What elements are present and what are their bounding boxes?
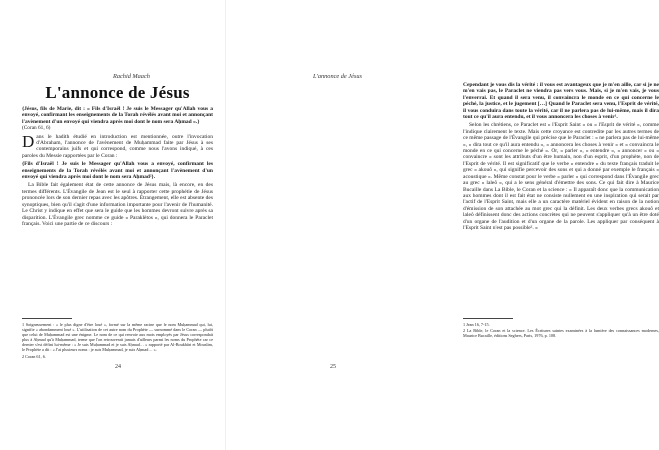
opening-quote-reference: (Coran 61, 6) xyxy=(22,125,51,132)
right-page xyxy=(225,0,659,450)
footnote-1-right: 1 Jean 16, 7-15. xyxy=(463,322,490,327)
right-body xyxy=(463,82,659,231)
footnote-rule-right xyxy=(463,318,513,319)
left-body xyxy=(22,106,213,227)
paragraph-paraclete: Selon les chrétiens, ce Paraclet est « l'Esprit Saint » ou « l'Esprit de vérité », comme l'indique clairement le texte. Mais cette croyance est contredite par les autres termes de ce même passage de l'Évangile qui précise que le Paraclet : « ne parlera pas de lui-même », « dira tout ce qu'il aura entendu », « annoncera les choses à venir » et « convaincra le monde en ce qui concerne le péché ». Or, « parler », « entendre », « annoncer » ou « convaincre » sont les attributs d'un être humain, non d'un esprit, d'un prophète, non de l'Esprit de vérité. Il est significatif que le verbe « entendre » du texte français traduit le grec « akouô », qui signifie percevoir des sons et qui a donné par exemple le français « acoustique ». Même constat pour le verbe « parler » qui correspond dans l'Évangile grec au grec « laleô », qui a le sens général d'émettre des sons. Ce qui fait dire à Maurice Bucaille dans La Bible, le Coran et la science : « Il apparaît donc que la communication aux hommes dont il est fait état ne consiste nullement en une inspiration qui serait par l'actif de l'Esprit Saint, mais elle a un caractère matériel évident en raison de la notion d'émission de son attachée au mot grec qui la définit. Les deux verbes grecs akouô et laleô définissent donc des actions concrètes qui ne peuvent s'appliquer qu'à un être doté d'un organe de l'audition et d'un organe de la parole. Les appliquer par conséquent à l'Esprit Saint n'est pas possible². » xyxy=(463,122,659,231)
footnote-2-right: 2 La Bible, le Coran et la science. Les Écritures saintes examinées à la lumière des connaissances modernes, Maurice Bucaille, éditions Seghers, Paris, 1976, p. 108. xyxy=(463,328,659,339)
left-page xyxy=(0,0,225,450)
gospel-quote: Cependant je vous dis la vérité : il vous est avantageux que je m'en aille, car si je ne m'en vais pas, le Paraclet ne viendra pas vers vous. Mais, si je m'en vais, je vous l'enverrai. Et quand il sera venu, il convaincra le monde en ce qui concerne le péché, la justice, et le jugement […] Quand le Paraclet sera venu, l'Esprit de vérité, il vous conduira dans toute la vérité, car il ne parlera pas de lui-même, mais il dira tout ce qu'il aura entendu, et il vous annoncera les choses à venir¹. xyxy=(463,82,659,121)
drop-cap: D xyxy=(22,131,35,151)
page-number-right: 25 xyxy=(330,364,336,370)
second-quote: {Fils d'Israël ! Je suis le Messager qu'Allah vous a envoyé, confirmant les enseignements de la Torah révélés avant moi et annonçant l'avènement d'un envoyé qui viendra après moi dont le nom sera Aḥmad²}. xyxy=(22,161,213,181)
chapter-title: L'annonce de Jésus xyxy=(45,83,190,102)
running-head-left: Rachid Maach xyxy=(113,73,150,80)
opening-quote: {Jésus, fils de Marie, dit : « Fils d'Israël ! Je suis le Messager qu'Allah vous a envoyé, confirmant les enseignements de la Torah révélés avant moi et annonçant l'avènement d'un envoyé qui viendra après moi dont le nom sera Aḥmad ».} xyxy=(22,106,213,125)
footnote-2-left: 2 Coran 61, 6. xyxy=(22,353,46,359)
footnotes-right xyxy=(463,322,659,339)
paragraph-intro xyxy=(22,131,213,160)
footnote-1-left: 1 Soigneusement : « le plus digne d'être loué », formé sur la même racine que le nom Muḥammad qui, lui, signifie « abondamment loué ». L'utilisation de cet autre nom du Prophète — surnommé dans le Coran — plutôt que celui de Muḥammad est une énigme. Le nom de ce qui renvoie aux mots employés par Jésus correspondait plus à Aḥmad qu'à Muḥammad, terme que l'on retrouverait jamais d'ailleurs parmi les noms du Prophète car ce dernier s'est défini lui-même : « Je suis Muḥammad et je suis Aḥmad… » rapporté par Al-Boukhâri et Mouslim, le Prophète a dit : « J'ai plusieurs noms : je suis Muḥammad, je suis Aḥmad… ». xyxy=(22,322,213,353)
paragraph-bible: La Bible fait également état de cette annonce de Jésus mais, là encore, en des termes différents. L'Évangile de Jean est le seul à rapporter cette prophétie de Jésus prononcée lors de son dernier repas avec les apôtres. Étrangement, elle est absente des synoptiques, bien qu'il s'agit d'une information importante pour l'avenir de l'humanité. Le Christ y indique en effet que sera le guide que les hommes devront suivre après sa disparition. L'Évangile grec nomme ce guide « Paraklètos », qui donnera le Paraclet français. Voici une partie de ce discours : xyxy=(22,182,213,227)
running-head-right: L'annonce de Jésus xyxy=(313,73,362,80)
footnotes-left xyxy=(22,322,213,360)
page-number-left: 24 xyxy=(115,364,121,370)
footnote-rule-left xyxy=(22,318,72,319)
paragraph-intro-text: ans le hadith étudié en introduction est mentionnée, outre l'invocation d'Abraham, l'annonce de l'avènement de Muḥammad faite par Jésus à ses contemporains juifs et qui correspond, comme nous l'avons indiqué, à ces paroles du Messie rapportées par le Coran : xyxy=(22,133,213,159)
